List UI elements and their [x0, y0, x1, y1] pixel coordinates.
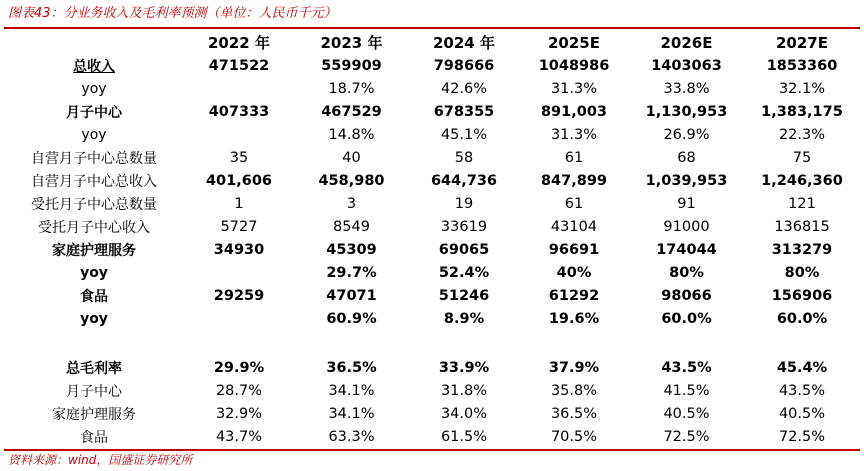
- value-cell: 60.9%: [326, 310, 377, 327]
- row-label: [4, 123, 184, 146]
- value-cell: 891,003: [540, 103, 608, 120]
- value-cell: 34.1%: [328, 405, 375, 422]
- table-row: [4, 261, 860, 284]
- row-label: [4, 402, 184, 425]
- table-row: [4, 284, 860, 307]
- value-cell: 3: [346, 195, 357, 212]
- value-cell: 60.0%: [776, 310, 828, 327]
- value-cell: 72.5%: [663, 428, 710, 445]
- value-cell: 1,246,360: [761, 172, 843, 189]
- value-cell: 61292: [548, 287, 600, 304]
- value-cell: 63.3%: [328, 428, 375, 445]
- row-label: [4, 356, 184, 379]
- value-cell: 313279: [771, 241, 833, 258]
- value-cell: 644,736: [430, 172, 498, 189]
- header-year-2024: 2024 年: [433, 34, 495, 52]
- value-cell: 5727: [220, 218, 258, 235]
- row-label-text: 自营月子中心总数量: [31, 150, 157, 167]
- value-cell: 34930: [213, 241, 265, 258]
- value-cell: 22.3%: [778, 126, 826, 143]
- value-cell: 559909: [321, 57, 382, 74]
- row-label-text: yoy: [81, 126, 107, 143]
- value-cell: 1853360: [766, 57, 838, 74]
- row-label: [4, 100, 184, 123]
- value-cell: 40%: [556, 264, 592, 281]
- value-cell: [744, 330, 860, 356]
- header-year-2025e: 2025E: [548, 33, 600, 52]
- row-label: [4, 169, 184, 192]
- value-cell: 60.0%: [661, 310, 712, 327]
- table-row: [4, 356, 860, 379]
- value-cell: 28.7%: [215, 382, 263, 399]
- value-cell: 45.4%: [776, 359, 828, 376]
- row-label-text: 月子中心: [66, 383, 122, 400]
- row-label-text: yoy: [80, 310, 108, 327]
- value-cell: [629, 330, 744, 356]
- value-cell: 45.1%: [440, 126, 488, 143]
- value-cell: 18.7%: [328, 80, 375, 97]
- value-cell: 32.1%: [778, 80, 826, 97]
- table-row: [4, 379, 860, 402]
- row-label: [4, 261, 184, 284]
- value-cell: 847,899: [540, 172, 608, 189]
- value-cell: 91000: [663, 218, 710, 235]
- value-cell: [184, 307, 294, 330]
- value-cell: 33.8%: [663, 80, 710, 97]
- table-row: [4, 54, 860, 77]
- value-cell: 69065: [438, 241, 490, 258]
- value-cell: 43.5%: [661, 359, 712, 376]
- row-label: [4, 54, 184, 77]
- spacer-row: [4, 330, 860, 356]
- row-label-text: 受托月子中心收入: [38, 219, 150, 236]
- value-cell: 407333: [208, 103, 270, 120]
- value-cell: 40.5%: [778, 405, 826, 422]
- value-cell: 29.7%: [326, 264, 377, 281]
- table-row: [4, 192, 860, 215]
- value-cell: [184, 330, 294, 356]
- value-cell: 31.8%: [440, 382, 488, 399]
- value-cell: 401,606: [205, 172, 273, 189]
- table-row: [4, 425, 860, 448]
- row-label-text: 家庭护理服务: [52, 242, 136, 259]
- value-cell: 47071: [326, 287, 377, 304]
- value-cell: 61: [564, 195, 584, 212]
- row-label: [4, 146, 184, 169]
- value-cell: [184, 261, 294, 284]
- value-cell: 34.0%: [440, 405, 488, 422]
- row-label: [4, 425, 184, 448]
- value-cell: 1,383,175: [761, 103, 843, 120]
- value-cell: 1,039,953: [645, 172, 728, 189]
- value-cell: 1403063: [651, 57, 722, 74]
- value-cell: 61.5%: [440, 428, 488, 445]
- value-cell: 80%: [669, 264, 704, 281]
- value-cell: 458,980: [318, 172, 385, 189]
- value-cell: 96691: [548, 241, 600, 258]
- row-label-text: yoy: [81, 80, 107, 97]
- value-cell: 36.5%: [550, 405, 598, 422]
- table-row: [4, 169, 860, 192]
- value-cell: 26.9%: [663, 126, 710, 143]
- value-cell: 43.5%: [778, 382, 826, 399]
- header-year-2026e: 2026E: [660, 33, 713, 52]
- header-year-2023: 2023 年: [320, 34, 383, 52]
- value-cell: 29259: [213, 287, 265, 304]
- value-cell: 19: [454, 195, 474, 212]
- value-cell: 798666: [433, 57, 495, 74]
- table-row: [4, 123, 860, 146]
- header-year-2022: 2022 年: [208, 34, 270, 52]
- row-label-text: 食品: [80, 429, 108, 446]
- value-cell: 678355: [433, 103, 495, 120]
- row-label-text: 家庭护理服务: [52, 406, 136, 423]
- row-label: [4, 77, 184, 100]
- table-row: [4, 307, 860, 330]
- value-cell: 91: [677, 195, 696, 212]
- value-cell: 121: [788, 195, 816, 212]
- row-label: [4, 307, 184, 330]
- row-label-text: 月子中心: [66, 104, 122, 121]
- row-label-text: 总毛利率: [66, 360, 122, 377]
- value-cell: 33619: [440, 218, 488, 235]
- forecast-table: [4, 31, 860, 448]
- row-label-text: 食品: [80, 288, 108, 305]
- value-cell: 174044: [656, 241, 717, 258]
- source-note: 资料来源：wind，国盛证券研究所: [8, 453, 193, 467]
- value-cell: 156906: [771, 287, 833, 304]
- row-label-text: yoy: [80, 264, 108, 281]
- value-cell: 34.1%: [328, 382, 375, 399]
- row-label: [4, 284, 184, 307]
- value-cell: 1048986: [538, 57, 610, 74]
- value-cell: 29.9%: [213, 359, 265, 376]
- figure-caption: 图表43：分业务收入及毛利率预测（单位：人民币千元）: [8, 6, 337, 21]
- value-cell: 35: [229, 149, 249, 166]
- value-cell: 70.5%: [550, 428, 598, 445]
- value-cell: 19.6%: [548, 310, 600, 327]
- table-row: [4, 402, 860, 425]
- value-cell: 8.9%: [443, 310, 485, 327]
- value-cell: 42.6%: [440, 80, 488, 97]
- row-label: [4, 238, 184, 261]
- value-cell: 33.9%: [438, 359, 490, 376]
- value-cell: 14.8%: [328, 126, 375, 143]
- value-cell: [184, 123, 294, 146]
- header-year-2027e: 2027E: [776, 33, 828, 52]
- value-cell: 80%: [784, 264, 820, 281]
- value-cell: 52.4%: [438, 264, 490, 281]
- value-cell: 36.5%: [326, 359, 377, 376]
- value-cell: [184, 77, 294, 100]
- row-label-text: 总收入: [73, 58, 115, 75]
- value-cell: 1,130,953: [645, 103, 728, 120]
- row-label: [4, 379, 184, 402]
- value-cell: [409, 330, 519, 356]
- value-cell: 43104: [550, 218, 598, 235]
- value-cell: 136815: [774, 218, 830, 235]
- table-row: [4, 238, 860, 261]
- value-cell: [519, 330, 629, 356]
- value-cell: 40: [342, 149, 361, 166]
- table-row: [4, 77, 860, 100]
- value-cell: 32.9%: [215, 405, 263, 422]
- table-row: [4, 215, 860, 238]
- value-cell: 37.9%: [548, 359, 600, 376]
- value-cell: [294, 330, 409, 356]
- value-cell: 51246: [438, 287, 490, 304]
- value-cell: 8549: [333, 218, 370, 235]
- value-cell: 58: [454, 149, 474, 166]
- value-cell: 31.3%: [550, 80, 598, 97]
- value-cell: 68: [677, 149, 696, 166]
- value-cell: 467529: [321, 103, 382, 120]
- value-cell: 35.8%: [550, 382, 598, 399]
- header-row: [4, 31, 860, 54]
- value-cell: 75: [792, 149, 812, 166]
- table-row: [4, 146, 860, 169]
- row-label: [4, 330, 184, 356]
- value-cell: 61: [564, 149, 584, 166]
- value-cell: 98066: [661, 287, 712, 304]
- top-rule: [4, 27, 860, 29]
- header-label-cell: [4, 31, 184, 54]
- row-label: [4, 215, 184, 238]
- table-row: [4, 100, 860, 123]
- value-cell: 40.5%: [663, 405, 710, 422]
- value-cell: 31.3%: [550, 126, 598, 143]
- row-label-text: 自营月子中心总收入: [31, 173, 157, 190]
- value-cell: 1: [234, 195, 244, 212]
- value-cell: 72.5%: [778, 428, 826, 445]
- value-cell: 471522: [208, 57, 270, 74]
- row-label: [4, 192, 184, 215]
- row-label-text: 受托月子中心总数量: [31, 196, 157, 213]
- value-cell: 43.7%: [215, 428, 263, 445]
- value-cell: 41.5%: [663, 382, 710, 399]
- value-cell: 45309: [326, 241, 377, 258]
